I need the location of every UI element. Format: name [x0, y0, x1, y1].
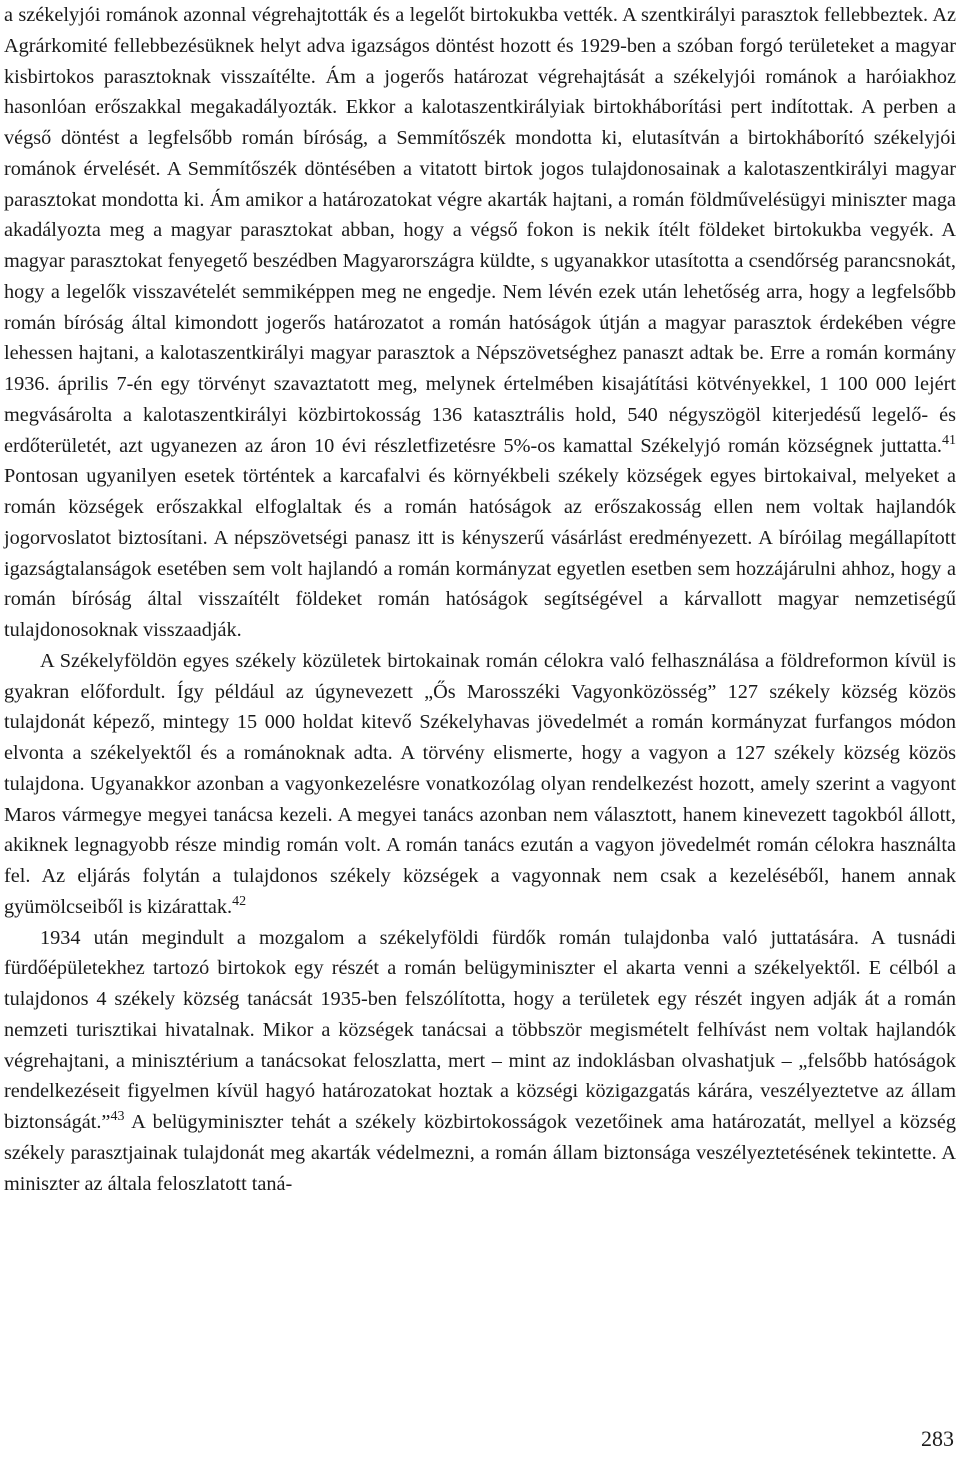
- paragraph-2: [4, 646, 956, 923]
- paragraph-1-text-a: a székelyjói románok azonnal végrehajtották és a legelőt birtokukba vették. A szentkirályi parasztok fellebbeztek. Az Agrárkomité fellebbezésüknek helyt adva igazságos döntést hozott és 1929-ben a szóban forgó területeket a magyar kisbirtokos parasztoknak visszaítélte. Ám a jogerős határozat végrehajtását a székelyjói románok a haróiakhoz hasonlóan erőszakkal megakadályozták. Ekkor a kalotaszentkirályiak birtokháborítási pert indítottak. A perben a végső döntést a legfelsőbb román bíróság, a Semmítőszék mondotta ki, elutasítván a birtokháborító székelyjói románok érvelését. A Semmítőszék döntésében a vitatott birtok jogos tulajdonosainak a kalotaszentkirályi magyar parasztokat mondotta ki. Ám amikor a határozatokat végre akarták hajtani, a román földművelésügyi miniszter maga akadályozta meg a magyar parasztokat abban, hogy a végső fokon is nekik ítélt földeket birtokukba vegyék. A magyar parasztokat fenyegető beszédben Magyarországra küldte, s ugyanakkor utasította a csendőrség parancsnokát, hogy a legelők visszavételét semmiképpen meg ne engedje. Nem lévén ezek után lehetőség arra, hogy a legfelsőbb román bíróság által kimondott jogerős határozatot a román hatóságok útján a magyar parasztok érdekében végre lehessen hajtani, a kalotaszentkirályi magyar parasztok a Népszövetséghez panaszt adtak be. Erre a román kormány 1936. április 7-én egy törvényt szavaztatott meg, melynek értelmében kisajátítási kötvényekkel, 1 100 000 lejért megvásárolta a kalotaszentkirályi közbirtokosság 136 katasztrális hold, 540 négyszögöl kiterjedésű legelő- és erdőterületét, azt ugyanezen az áron 10 évi részletfizetésre 5%-os kamattal Székelyjó román községnek juttatta.: [4, 4, 956, 457]
- paragraph-3-text-a: 1934 után megindult a mozgalom a székelyföldi fürdők román tulajdonba való juttatására. A tusnádi fürdőépületekhez tartozó birtokok egy részét a román belügyminiszter el akarta venni a székelyektől. E célból a tulajdonos 4 székely község tanácsát 1935-ben felszólította, hogy a területek egy részét ingyen adják át a román nemzeti turisztikai hivatalnak. Mikor a községek tanácsai a többször megismételt felhívást nem voltak hajlandók végrehajtani, a minisztérium a tanácsokat feloszlatta, mert – mint az indoklásban olvashatjuk – „felsőbb hatóságok rendelkezéseit figyelmen kívül hagyó határozatokat hoztak a községi közigazgatás kárára, veszélyeztetve az állam biztonságát.”: [4, 926, 956, 1133]
- footnote-ref-42[interactable]: 42: [232, 893, 247, 909]
- footnote-ref-43[interactable]: 43: [110, 1109, 125, 1125]
- page-body: [4, 0, 956, 1199]
- footnote-ref-41[interactable]: 41: [942, 432, 956, 448]
- paragraph-3: [4, 923, 956, 1200]
- paragraph-3-text-b: A belügyminiszter tehát a székely közbirtokosságok vezetőinek ama határozatát, mellyel a község székely parasztjainak tulajdonát meg akarták védelmezni, a román állam biztonsága veszélyeztetésének tekintette. A miniszter az általa feloszlatott taná-: [4, 1111, 956, 1195]
- paragraph-1-text-b: Pontosan ugyanilyen esetek történtek a karcafalvi és környékbeli székely községek egyes birtokaival, melyeket a román községek erőszakkal elfoglaltak és a román hatóságok az erőszakosság ellen nem voltak hajlandók jogorvoslatot biztosítani. A népszövetségi panasz itt is kényszerű vásárlást eredményezett. A bíróilag megállapított igazságtalanságok esetében sem volt hajlandó a román kormányzat egyetlen esetben sem hozzájárulni ahhoz, hogy a román bíróság által visszaítélt földeket román hatóságok segítségével a kárvallott magyar nemzetiségű tulajdonosoknak visszaadják.: [4, 465, 956, 641]
- paragraph-1: [4, 0, 956, 646]
- page-number: 283: [921, 1426, 954, 1451]
- paragraph-2-text-a: A Székelyföldön egyes székely közületek birtokainak román célokra való felhasználása a földreformon kívül is gyakran előfordult. Így például az úgynevezett „Ős Marosszéki Vagyonközösség” 127 székely község közös tulajdonát képező, mintegy 15 000 holdat kitevő Székelyhavas jövedelmét a román kormányzat furfangos módon elvonta a székelyektől és a románoknak adta. A törvény elismerte, hogy a vagyon a 127 székely község közös tulajdona. Ugyanakkor azonban a vagyonkezelésre vonatkozólag olyan rendelkezést hozott, amely szerint a vagyont Maros vármegye megyei tanácsa kezeli. A megyei tanács azonban nem választott, hanem kinevezett tagokból állott, akiknek legnagyobb része mindig román volt. A román tanács ezután a vagyon jövedelmét román célokra használta fel. Az eljárás folytán a tulajdonos székely községek a vagyonnak nem csak a kezeléséből, hanem annak gyümölcseiből is kizárattak.: [4, 649, 956, 918]
